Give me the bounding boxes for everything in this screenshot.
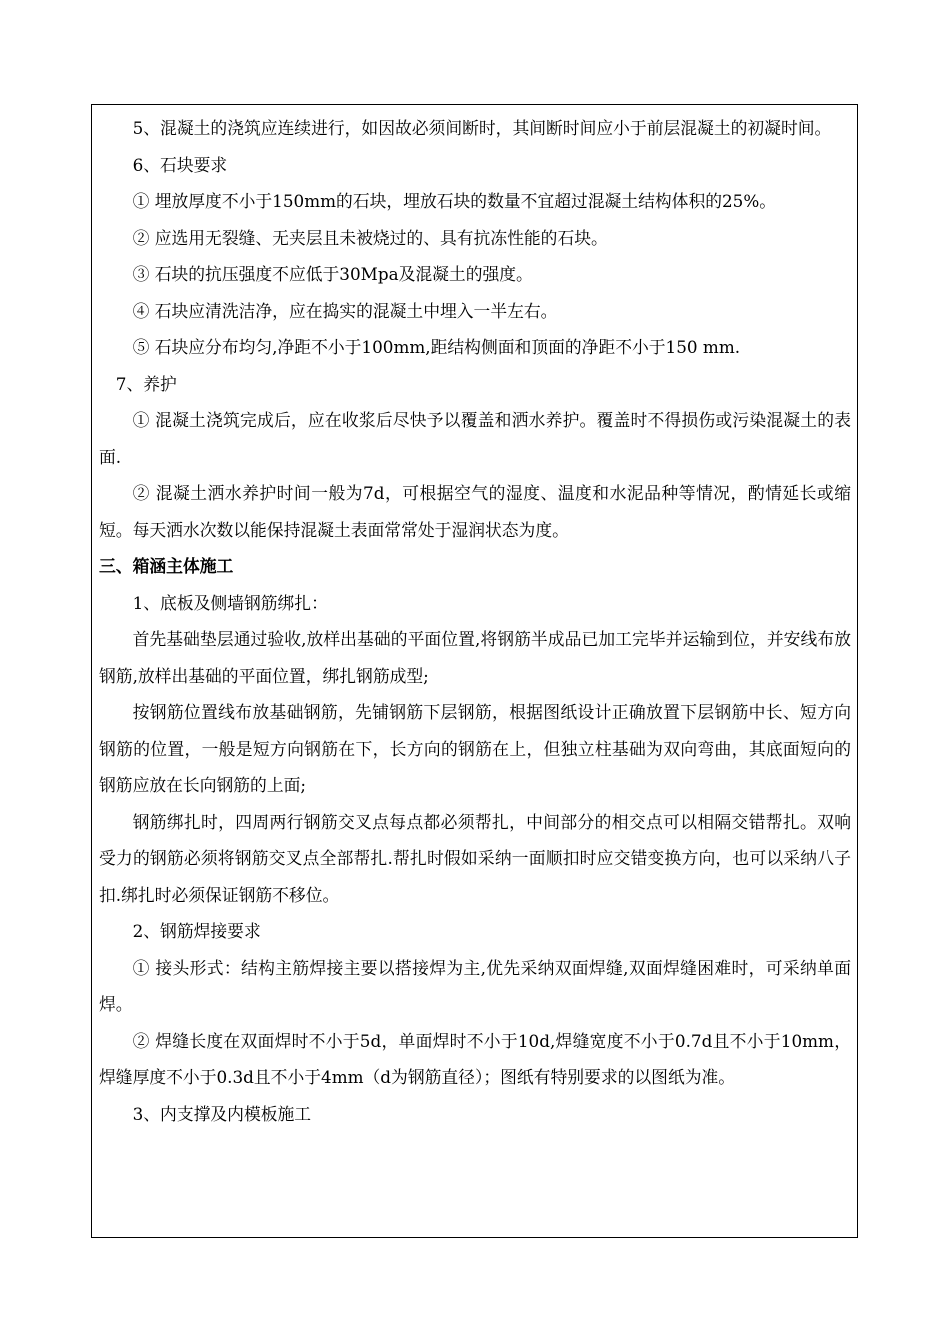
list-item: ③ 石块的抗压强度不应低于30Mpa及混凝土的强度。 xyxy=(132,264,533,284)
paragraph: 首先基础垫层通过验收,放样出基础的平面位置,将钢筋半成品已加工完毕并运输到位，并安线布放钢筋,放样出基础的平面位置，绑扎钢筋成型; xyxy=(99,629,851,686)
subheading-welding: 2、钢筋焊接要求 xyxy=(132,921,261,941)
list-item: ① 接头形式：结构主筋焊接主要以搭接焊为主,优先采纳双面焊缝,双面焊缝困难时，可采纳单面焊。 xyxy=(99,957,851,1014)
list-item: ① 混凝土浇筑完成后，应在收浆后尽快予以覆盖和洒水养护。覆盖时不得损伤或污染混凝土的表面. xyxy=(99,410,851,467)
list-item: ⑤ 石块应分布均匀,净距不小于100mm,距结构侧面和顶面的净距不小于150 mm. xyxy=(132,337,741,357)
list-item: ② 应选用无裂缝、无夹层且未被烧过的、具有抗冻性能的石块。 xyxy=(132,227,608,248)
paragraph: 按钢筋位置线布放基础钢筋，先铺钢筋下层钢筋，根据图纸设计正确放置下层钢筋中长、短方向钢筋的位置，一般是短方向钢筋在下，长方向的钢筋在上，但独立柱基础为双向弯曲，其底面短向的钢筋应放在长向钢筋的上面; xyxy=(99,702,851,795)
list-item: ② 焊缝长度在双面焊时不小于5d，单面焊时不小于10d,焊缝宽度不小于0.7d且不小于10mm，焊缝厚度不小于0.3d且不小于4mm（d为钢筋直径）；图纸有特别要求的以图纸为准。 xyxy=(99,1030,851,1087)
paragraph-pour-continuity: 5、混凝土的浇筑应连续进行，如因故必须间断时，其间断时间应小于前层混凝土的初凝时间。 xyxy=(132,118,832,138)
list-item: ④ 石块应清洗洁净，应在捣实的混凝土中埋入一半左右。 xyxy=(132,300,558,321)
subheading-stone-requirements: 6、石块要求 xyxy=(132,154,228,175)
section-heading: 三、箱涵主体施工 xyxy=(99,556,234,576)
subheading-inner-formwork: 3、内支撑及内模板施工 xyxy=(132,1103,312,1124)
subheading-rebar-binding: 1、底板及侧墙钢筋绑扎： xyxy=(132,592,328,613)
paragraph: 钢筋绑扎时，四周两行钢筋交叉点每点都必须帮扎，中间部分的相交点可以相隔交错帮扎。双响受力的钢筋必须将钢筋交叉点全部帮扎.帮扎时假如采纳一面顺扣时应交错变换方向，也可以采纳八子扣.绑扎时必须保证钢筋不移位。 xyxy=(99,811,851,905)
list-item: ② 混凝土洒水养护时间一般为7d，可根据空气的湿度、温度和水泥品种等情况，酌情延长或缩短。每天洒水次数以能保持混凝土表面常常处于湿润状态为度。 xyxy=(99,483,851,540)
list-item: ① 埋放厚度不小于150mm的石块，埋放石块的数量不宜超过混凝土结构体积的25%。 xyxy=(132,191,777,211)
subheading-curing: 7、养护 xyxy=(115,373,177,394)
document-body xyxy=(99,110,851,1132)
